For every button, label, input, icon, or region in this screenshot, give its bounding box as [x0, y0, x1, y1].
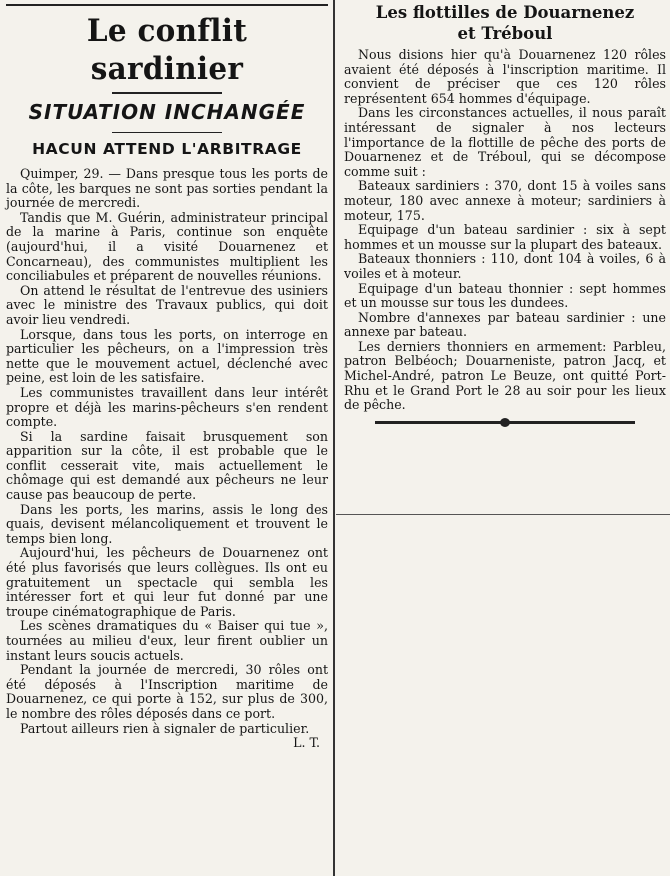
paragraph: Pendant la journée de mercredi, 30 rôles ont été déposés à l'Inscription maritime de Douarnenez, ce qui porte à 152, sur plus de 300, le nombre des rôles déposés dans ce port.	[6, 662, 328, 721]
subheadline: SITUATION INCHANGÉE	[28, 100, 306, 124]
right-box-bottom-rule	[336, 514, 670, 515]
paragraph: Equipage d'un bateau sardinier : six à sept hommes et un mousse sur la plupart des bateaux.	[344, 222, 666, 252]
paragraph: Dans les ports, les marins, assis le long des quais, devisent mélancoliquement et trouvent le temps bien long.	[6, 501, 328, 546]
paragraph: Dans les circonstances actuelles, il nous paraît intéressant de signaler à nos lecteurs l'importance de la flottille de pêche des ports de Douarnenez et de Tréboul, qui se décompose comme suit :	[344, 105, 666, 179]
end-ornament-rule	[375, 421, 635, 424]
paragraph: Quimper, 29. — Dans presque tous les ports de la côte, les barques ne sont pas sorties pendant la journée de mercredi.	[6, 166, 328, 211]
top-rule	[6, 4, 328, 6]
paragraph: Les scènes dramatiques du « Baiser qui tue », tournées au milieu d'eux, leur firent oublier un instant leurs soucis actuels.	[6, 618, 328, 663]
column-rule	[333, 0, 335, 876]
headline: Le conflit sardinier	[86, 13, 248, 87]
title-line-1: Les flottilles de Douarnenez	[375, 3, 635, 22]
paragraph: Nous disions hier qu'à Douarnenez 120 rôles avaient été déposés à l'inscription maritime. Il convient de préciser que ces 120 rôles représentent 654 hommes d'équipage.	[344, 47, 666, 106]
paragraph: Si la sardine faisait brusquement son apparition sur la côte, il est probable que le conflit cesserait vite, mais actuellement le chômage qui est demandé aux pêcheurs ne leur cause pas beaucoup de perte.	[6, 428, 328, 503]
paragraph: Bateaux sardiniers : 370, dont 15 à voiles sans moteur, 180 avec annexe à moteur; sardiniers à moteur, 175.	[344, 178, 666, 223]
author-signature: L. T.	[293, 735, 320, 751]
left-column	[2, 0, 332, 876]
title-line-2: et Tréboul	[457, 24, 553, 43]
paragraph: On attend le résultat de l'entrevue des usiniers avec le ministre des Travaux publics, qui doit avoir lieu vendredi.	[6, 282, 328, 327]
closing-paragraph: Les derniers thonniers en armement: Parbleu, patron Belbéoch; Douarneniste, patron Jacq, et Michel-André, patron Le Beuze, ont quitté Port-Rhu et le Grand Port le 28 au soir pour les lieux de pêche.	[344, 338, 666, 413]
closing-text: Partout ailleurs rien à signaler de particulier.	[20, 720, 310, 736]
paragraph: Equipage d'un bateau thonnier : sept hommes et un mousse sur tous les dundees.	[344, 280, 666, 311]
paragraph: Lorsque, dans tous les ports, on interroge en particulier les pêcheurs, on a l'impression très nette que le mouvement actuel, déclenché avec peine, est loin de les satisfaire.	[6, 326, 328, 386]
paragraph: Aujourd'hui, les pêcheurs de Douarnenez ont été plus favorisés que leurs collègues. Ils ont eu gratuitement un spectacle qui sembla les intéresser fort et qui leur fut donné par une troupe cinématographique de Paris.	[6, 545, 328, 619]
paragraph: Nombre d'annexes par bateau sardinier : une annexe par bateau.	[344, 309, 666, 340]
headline-rule	[112, 92, 222, 94]
subhead-rule	[112, 132, 222, 133]
paragraph: Les communistes travaillent dans leur intérêt propre et déjà les marins-pêcheurs s'en rendent compte.	[6, 384, 328, 430]
closing-paragraph	[6, 720, 328, 751]
right-column	[340, 0, 668, 424]
kicker-line: HACUN ATTEND L'ARBITRAGE	[32, 140, 302, 158]
article-title	[344, 2, 666, 44]
paragraph: Tandis que M. Guérin, administrateur principal de la marine à Paris, continue son enquête (aujourd'hui, il a visité Douarnenez et Concarneau), des communistes multiplient les conciliabules et préparent de nouvelles réunions.	[6, 209, 328, 284]
paragraph: Bateaux thonniers : 110, dont 104 à voiles, 6 à voiles et à moteur.	[344, 251, 666, 281]
